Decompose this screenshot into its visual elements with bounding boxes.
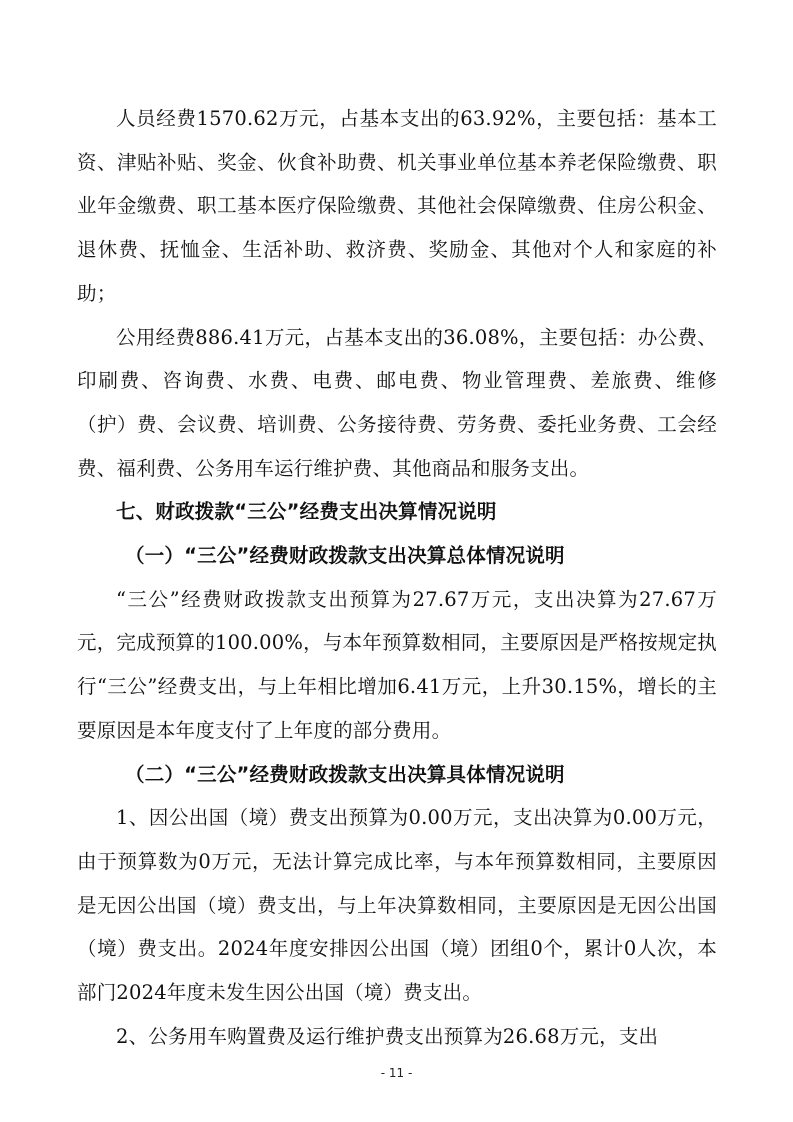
document-body: [77, 97, 717, 1058]
page-number: - 11 -: [380, 1066, 413, 1080]
paragraph-official-vehicles: 2、公务用车购置费及运行维护费支出预算为26.68万元，支出: [116, 1024, 659, 1048]
paragraph-overall-summary: “三公”经费财政拨款支出预算为27.67万元，支出决算为27.67万元，完成预算的100.00%，与本年预算数相同，主要原因是严格按规定执行“三公”经费支出，与上年相比增加6.41万元，上升30.15%，增长的主要原因是本年度支付了上年度的部分费用。: [77, 587, 717, 742]
subsection-heading-overall: （一）“三公”经费财政拨款支出决算总体情况说明: [125, 544, 565, 568]
section-heading-three-public-expenses: 七、财政拨款“三公”经费支出决算情况说明: [116, 500, 497, 524]
paragraph-personnel-expenses: 人员经费1570.62万元，占基本支出的63.92%，主要包括：基本工资、津贴补贴、奖金、伙食补助费、机关事业单位基本养老保险缴费、职业年金缴费、职工基本医疗保险缴费、其他社会保障缴费、住房公积金、退休费、抚恤金、生活补助、救济费、奖励金、其他对个人和家庭的补助；: [77, 107, 717, 305]
paragraph-public-expenses: 公用经费886.41万元，占基本支出的36.08%，主要包括：办公费、印刷费、咨询费、水费、电费、邮电费、物业管理费、差旅费、维修（护）费、会议费、培训费、公务接待费、劳务费、委托业务费、工会经费、福利费、公务用车运行维护费、其他商品和服务支出。: [77, 325, 717, 480]
subsection-heading-details: （二）“三公”经费财政拨款支出决算具体情况说明: [125, 762, 565, 786]
paragraph-overseas-travel: 1、因公出国（境）费支出预算为0.00万元，支出决算为0.00万元，由于预算数为0万元，无法计算完成比率，与本年预算数相同，主要原因是无因公出国（境）费支出，与上年决算数相同，主要原因是无因公出国（境）费支出。2024年度安排因公出国（境）团组0个，累计0人次，本部门2024年度未发生因公出国（境）费支出。: [77, 806, 717, 1005]
